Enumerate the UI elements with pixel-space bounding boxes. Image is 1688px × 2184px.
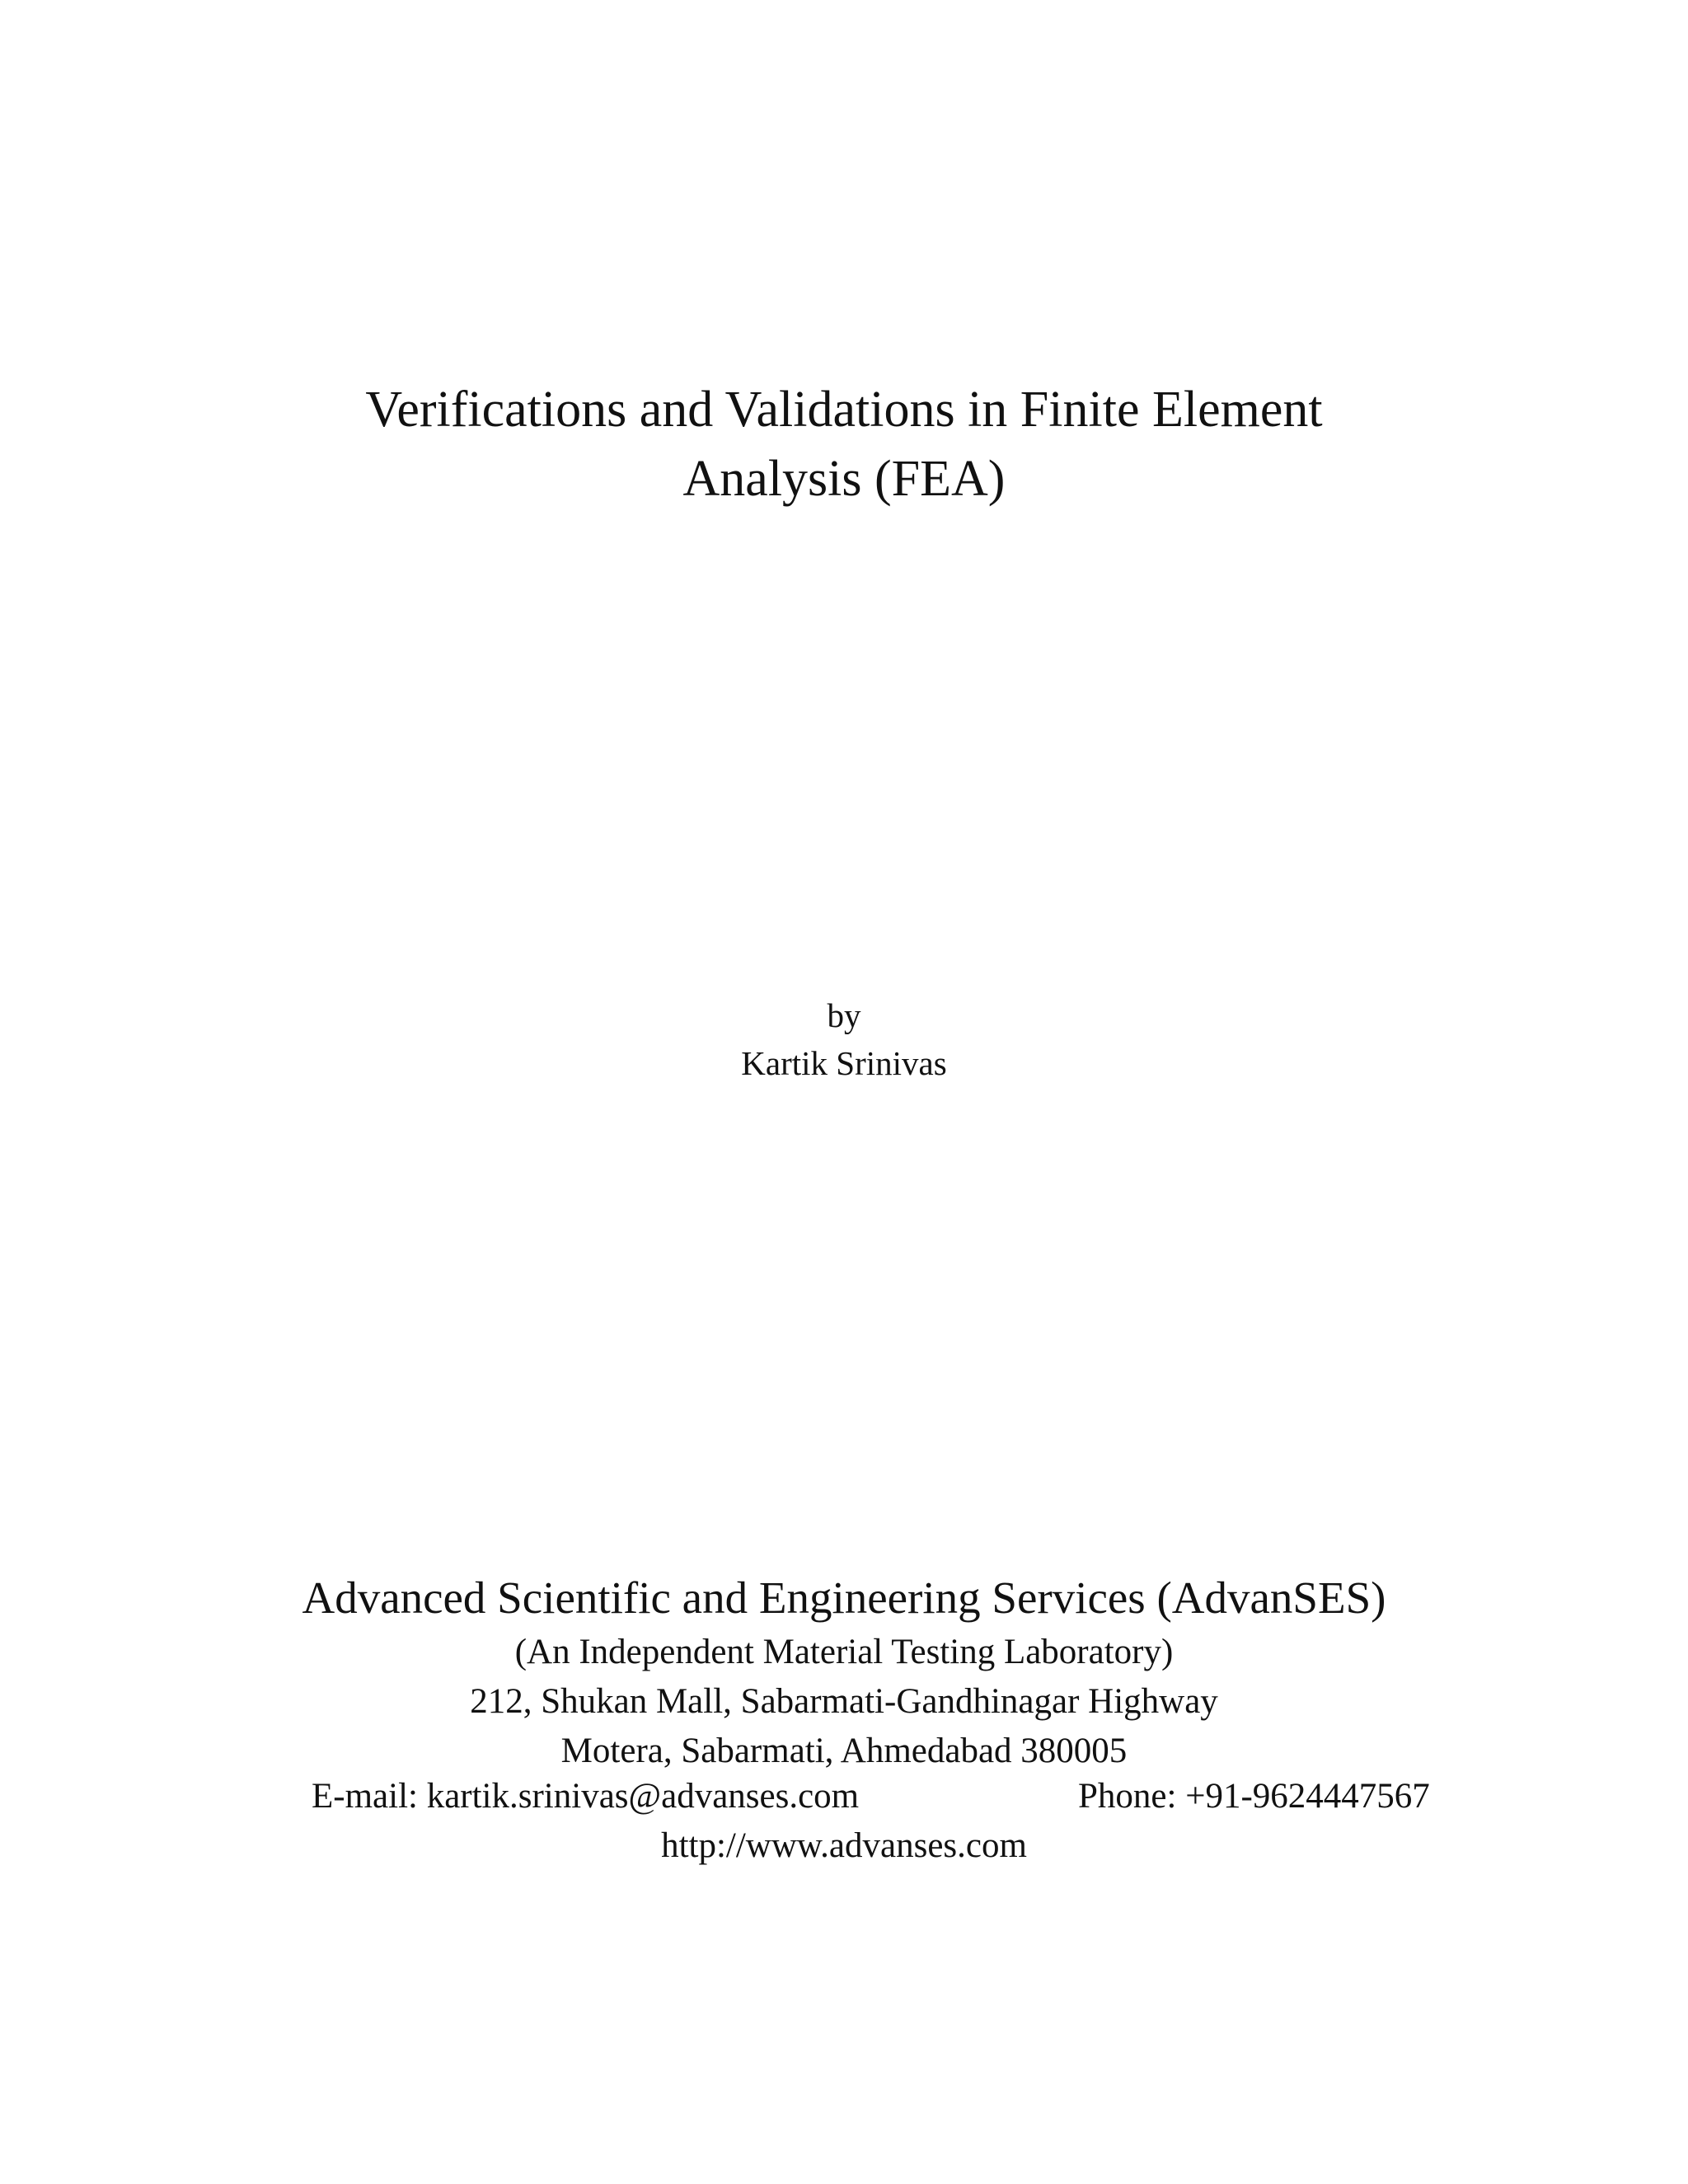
organization-block bbox=[0, 1568, 1688, 1776]
title-line-2: Analysis (FEA) bbox=[682, 451, 1006, 507]
contact-row bbox=[0, 1772, 1688, 1821]
organization-description: (An Independent Material Testing Laboratory) bbox=[514, 1633, 1174, 1671]
address-line-2: Motera, Sabarmati, Ahmedabad 380005 bbox=[560, 1732, 1128, 1770]
by-label: by bbox=[827, 996, 861, 1034]
document-title bbox=[0, 375, 1688, 513]
email-text: E-mail: kartik.srinivas@advanses.com bbox=[312, 1777, 860, 1816]
phone-text: Phone: +91-9624447567 bbox=[1078, 1777, 1430, 1816]
title-line-1: Verifications and Validations in Finite Element bbox=[365, 382, 1323, 438]
byline bbox=[0, 991, 1688, 1087]
website-link[interactable]: http://www.advanses.com bbox=[661, 1826, 1027, 1865]
author-name: Kartik Srinivas bbox=[741, 1044, 947, 1082]
address-line-1: 212, Shukan Mall, Sabarmati-Gandhinagar Highway bbox=[470, 1682, 1218, 1721]
organization-name: Advanced Scientific and Engineering Services (AdvanSES) bbox=[302, 1572, 1386, 1623]
